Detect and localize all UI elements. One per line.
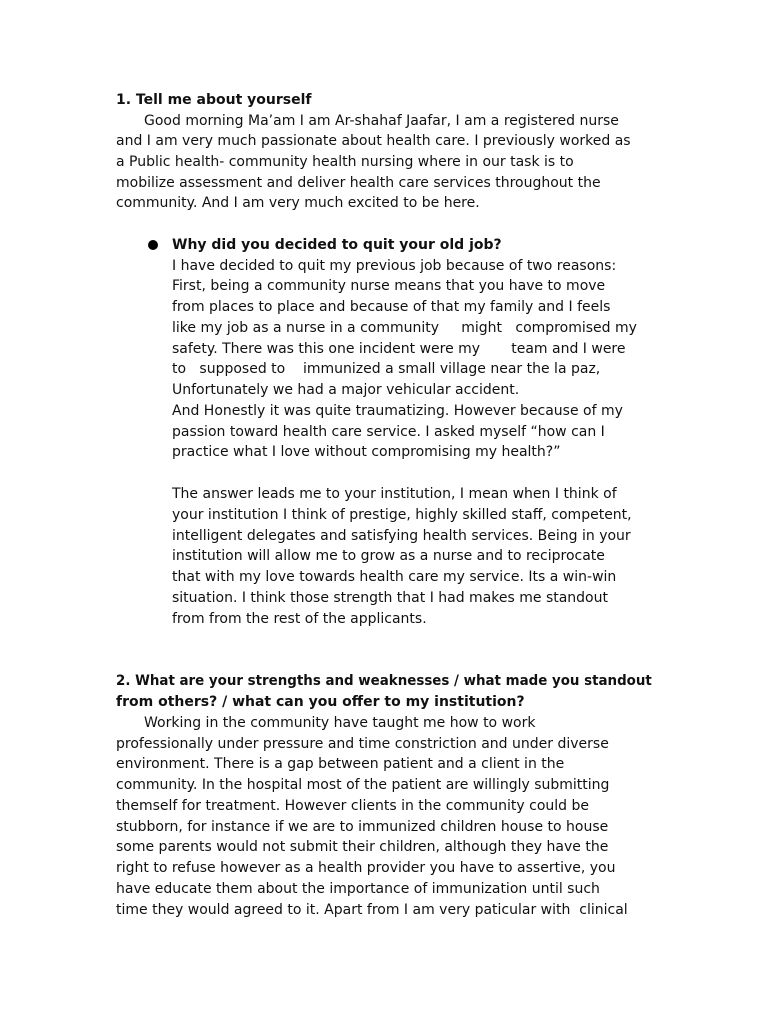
- bullet-icon: [148, 240, 158, 250]
- section-2-paragraph-line: environment. There is a gap between patient and a client in the: [116, 756, 565, 772]
- section-2-heading: from others? / what can you offer to my institution?: [116, 694, 525, 710]
- bullet-answer-line: practice what I love without compromising my health?”: [172, 444, 561, 460]
- bullet-answer-line: intelligent delegates and satisfying health services. Being in your: [172, 528, 631, 544]
- section-2-paragraph-line: Working in the community have taught me how to work: [144, 715, 536, 731]
- section-2-paragraph-line: themself for treatment. However clients in the community could be: [116, 798, 589, 814]
- bullet-answer-line: situation. I think those strength that I had makes me standout: [172, 590, 608, 606]
- section-1-paragraph-line: community. And I am very much excited to be here.: [116, 195, 480, 211]
- section-2-paragraph-line: some parents would not submit their children, although they have the: [116, 839, 609, 855]
- section-1-paragraph-line: Good morning Ma’am I am Ar-shahaf Jaafar, I am a registered nurse: [144, 113, 619, 129]
- bullet-answer-line: like my job as a nurse in a community might compromised my: [172, 320, 637, 336]
- section-2-paragraph-line: professionally under pressure and time constriction and under diverse: [116, 736, 609, 752]
- bullet-answer-line: to supposed to immunized a small village near the la paz,: [172, 361, 601, 377]
- bullet-answer-line: First, being a community nurse means that you have to move: [172, 278, 606, 294]
- section-1-paragraph-line: and I am very much passionate about health care. I previously worked as: [116, 133, 631, 149]
- bullet-answer-line: And Honestly it was quite traumatizing. However because of my: [172, 403, 623, 419]
- section-2-paragraph-line: have educate them about the importance of immunization until such: [116, 881, 600, 897]
- bullet-answer-line: from places to place and because of that my family and I feels: [172, 299, 611, 315]
- bullet-answer-line: that with my love towards health care my service. Its a win-win: [172, 569, 617, 585]
- section-2-paragraph-line: stubborn, for instance if we are to immunized children house to house: [116, 819, 609, 835]
- bullet-answer-line: institution will allow me to grow as a nurse and to reciprocate: [172, 548, 605, 564]
- section-1-heading: 1. Tell me about yourself: [116, 92, 312, 108]
- section-2-paragraph-line: community. In the hospital most of the patient are willingly submitting: [116, 777, 610, 793]
- bullet-answer-line: I have decided to quit my previous job because of two reasons:: [172, 258, 617, 274]
- section-1-paragraph-line: mobilize assessment and deliver health care services throughout the: [116, 175, 601, 191]
- section-2-heading: 2. What are your strengths and weaknesses / what made you standout: [116, 673, 652, 689]
- bullet-answer-line: passion toward health care service. I asked myself “how can I: [172, 424, 605, 440]
- bullet-answer-line: safety. There was this one incident were my team and I were: [172, 341, 626, 357]
- bullet-answer-line: The answer leads me to your institution, I mean when I think of: [172, 486, 617, 502]
- bullet-question: Why did you decided to quit your old job?: [172, 237, 502, 253]
- bullet-answer-line: your institution I think of prestige, highly skilled staff, competent,: [172, 507, 632, 523]
- section-2-paragraph-line: right to refuse however as a health provider you have to assertive, you: [116, 860, 616, 876]
- section-2-paragraph-line: time they would agreed to it. Apart from I am very paticular with clinical: [116, 902, 628, 918]
- bullet-answer-line: from from the rest of the applicants.: [172, 611, 427, 627]
- bullet-answer-line: Unfortunately we had a major vehicular accident.: [172, 382, 520, 398]
- section-1-paragraph-line: a Public health- community health nursing where in our task is to: [116, 154, 574, 170]
